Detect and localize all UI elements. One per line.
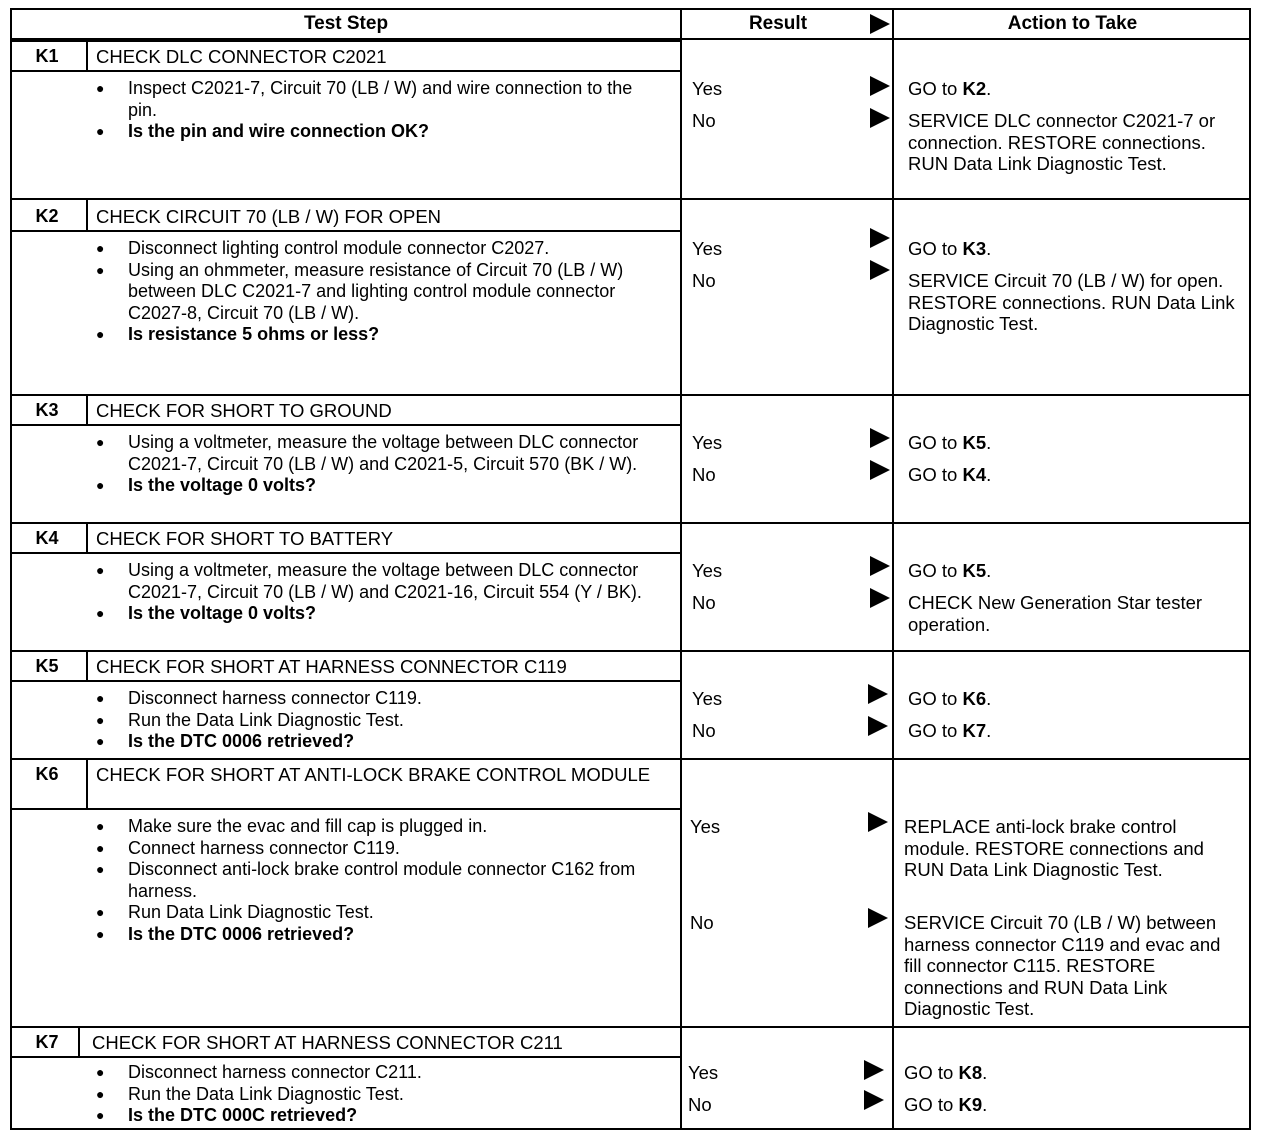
list-item: ● Disconnect harness connector C119. xyxy=(90,688,650,710)
header-result-label: Result xyxy=(748,13,808,34)
arrow-icon xyxy=(868,812,888,832)
result-yes: Yes xyxy=(692,688,723,709)
step-id: K6 xyxy=(35,764,59,784)
step-question: ● Is the pin and wire connection OK? xyxy=(90,121,650,143)
step-question: ● Is the DTC 000C retrieved? xyxy=(90,1105,650,1127)
row-divider xyxy=(12,522,1251,524)
list-item: ● Inspect C2021-7, Circuit 70 (LB / W) and wire connection to the pin. xyxy=(90,78,650,121)
id-divider xyxy=(86,652,88,682)
action-no: SERVICE Circuit 70 (LB / W) between harness connector C119 and evac and fill connector C115. RESTORE connections and RUN Data Link Diagnostic Test. xyxy=(904,912,1221,1019)
id-divider xyxy=(86,40,88,72)
diagnostic-table xyxy=(10,8,1251,1130)
step-question: ● Is the voltage 0 volts? xyxy=(90,603,650,625)
title-divider xyxy=(12,424,680,426)
action-target: K9 xyxy=(958,1094,983,1115)
id-divider xyxy=(78,1028,80,1058)
arrow-icon xyxy=(868,684,888,704)
step-title: CHECK CIRCUIT 70 (LB / W) FOR OPEN xyxy=(96,206,442,227)
step-title: CHECK FOR SHORT AT ANTI-LOCK BRAKE CONTROL MODULE xyxy=(96,764,651,785)
list-item: ● Disconnect lighting control module connector C2027. xyxy=(90,238,650,260)
result-no: No xyxy=(692,720,716,741)
result-yes: Yes xyxy=(690,816,721,837)
title-divider xyxy=(12,680,680,682)
arrow-icon xyxy=(870,428,890,448)
list-item: ● Make sure the evac and fill cap is plugged in. xyxy=(90,816,650,838)
step-instructions xyxy=(90,560,650,625)
action-text: GO to xyxy=(908,464,963,485)
action-no: SERVICE DLC connector C2021-7 or connection. RESTORE connections. RUN Data Link Diagnostic Test. xyxy=(908,110,1216,174)
list-item: ● Run the Data Link Diagnostic Test. xyxy=(90,1084,650,1106)
step-id: K1 xyxy=(35,46,59,66)
action-no: SERVICE Circuit 70 (LB / W) for open. RESTORE connections. RUN Data Link Diagnostic Test. xyxy=(908,270,1235,334)
list-item: ● Using an ohmmeter, measure resistance of Circuit 70 (LB / W) between DLC C2021-7 and lighting control module connector C2027-8, Circuit 70 (LB / W). xyxy=(90,260,650,325)
result-yes: Yes xyxy=(692,432,723,453)
id-divider xyxy=(86,396,88,426)
action-yes: GO to K8. xyxy=(904,1062,988,1083)
step-title: CHECK FOR SHORT AT HARNESS CONNECTOR C119 xyxy=(96,656,567,677)
row-divider xyxy=(12,758,1251,760)
result-no: No xyxy=(692,110,716,131)
title-divider xyxy=(12,552,680,554)
header-action: Action to Take xyxy=(894,10,1251,40)
step-id: K3 xyxy=(35,400,59,420)
step-instructions xyxy=(90,78,650,143)
result-no: No xyxy=(692,592,716,613)
step-question: ● Is resistance 5 ohms or less? xyxy=(90,324,650,346)
result-yes: Yes xyxy=(692,238,723,259)
title-divider xyxy=(12,808,680,810)
id-divider xyxy=(86,524,88,554)
action-no: GO to K4. xyxy=(908,464,992,485)
step-instructions xyxy=(90,816,650,945)
arrow-icon xyxy=(870,228,890,248)
action-text: GO to xyxy=(904,1062,959,1083)
arrow-icon xyxy=(870,460,890,480)
action-target: K2 xyxy=(962,78,987,99)
step-question: ● Is the DTC 0006 retrieved? xyxy=(90,731,650,753)
result-no: No xyxy=(692,464,716,485)
action-yes: REPLACE anti-lock brake control module. RESTORE connections and RUN Data Link Diagnostic Test. xyxy=(904,816,1204,880)
arrow-icon xyxy=(870,260,890,280)
action-text: GO to xyxy=(908,688,963,709)
row-divider xyxy=(12,1026,1251,1028)
id-divider xyxy=(86,760,88,810)
action-yes: GO to K2. xyxy=(908,78,992,99)
step-instructions xyxy=(90,238,650,346)
action-yes: GO to K5. xyxy=(908,432,992,453)
action-no: GO to K7. xyxy=(908,720,992,741)
step-title: CHECK DLC CONNECTOR C2021 xyxy=(96,46,387,67)
result-no: No xyxy=(690,912,714,933)
action-text: GO to xyxy=(908,560,963,581)
step-question: ● Is the voltage 0 volts? xyxy=(90,475,650,497)
arrow-icon xyxy=(868,908,888,928)
action-yes: GO to K5. xyxy=(908,560,992,581)
column-divider-action xyxy=(892,10,894,1130)
title-divider xyxy=(12,70,680,72)
action-target: K6 xyxy=(962,688,987,709)
step-instructions xyxy=(90,688,650,753)
list-item: ● Using a voltmeter, measure the voltage between DLC connector C2021-7, Circuit 70 (LB / W) and C2021-16, Circuit 554 (Y / BK). xyxy=(90,560,650,603)
list-item: ● Disconnect harness connector C211. xyxy=(90,1062,650,1084)
step-id: K5 xyxy=(35,656,59,676)
list-item: ● Disconnect anti-lock brake control module connector C162 from harness. xyxy=(90,859,650,902)
arrow-icon xyxy=(864,1060,884,1080)
action-target: K3 xyxy=(962,238,987,259)
arrow-icon xyxy=(870,76,890,96)
step-title: CHECK FOR SHORT TO GROUND xyxy=(96,400,392,421)
list-item: ● Run Data Link Diagnostic Test. xyxy=(90,902,650,924)
action-text: GO to xyxy=(908,238,963,259)
header-test-step: Test Step xyxy=(12,10,680,40)
result-no: No xyxy=(688,1094,712,1115)
title-divider xyxy=(12,1056,680,1058)
list-item: ● Connect harness connector C119. xyxy=(90,838,650,860)
result-yes: Yes xyxy=(692,78,723,99)
result-yes: Yes xyxy=(688,1062,719,1083)
arrow-icon xyxy=(868,716,888,736)
step-instructions xyxy=(90,432,650,497)
action-text: GO to xyxy=(904,1094,959,1115)
header-arrow-icon xyxy=(870,14,890,34)
action-no: GO to K9. xyxy=(904,1094,988,1115)
row-divider xyxy=(12,394,1251,396)
step-id: K7 xyxy=(35,1032,59,1052)
step-title: CHECK FOR SHORT AT HARNESS CONNECTOR C211 xyxy=(92,1032,563,1053)
step-id: K4 xyxy=(35,528,59,548)
arrow-icon xyxy=(870,108,890,128)
step-instructions xyxy=(90,1062,650,1127)
header-result xyxy=(682,10,894,40)
result-yes: Yes xyxy=(692,560,723,581)
row-divider xyxy=(12,650,1251,652)
title-divider xyxy=(12,230,680,232)
action-target: K5 xyxy=(962,432,987,453)
list-item: ● Run the Data Link Diagnostic Test. xyxy=(90,710,650,732)
list-item: ● Using a voltmeter, measure the voltage between DLC connector C2021-7, Circuit 70 (LB / W) and C2021-5, Circuit 570 (BK / W). xyxy=(90,432,650,475)
step-id: K2 xyxy=(35,206,59,226)
action-target: K7 xyxy=(962,720,987,741)
action-target: K8 xyxy=(958,1062,983,1083)
action-target: K5 xyxy=(962,560,987,581)
id-divider xyxy=(86,200,88,232)
arrow-icon xyxy=(864,1090,884,1110)
action-no: CHECK New Generation Star tester operation. xyxy=(908,592,1203,635)
column-divider-result xyxy=(680,10,682,1130)
step-title: CHECK FOR SHORT TO BATTERY xyxy=(96,528,394,549)
action-text: GO to xyxy=(908,432,963,453)
result-no: No xyxy=(692,270,716,291)
arrow-icon xyxy=(870,556,890,576)
action-yes: GO to K3. xyxy=(908,238,992,259)
action-text: GO to xyxy=(908,78,963,99)
row-divider xyxy=(12,40,680,42)
action-yes: GO to K6. xyxy=(908,688,992,709)
step-question: ● Is the DTC 0006 retrieved? xyxy=(90,924,650,946)
row-divider xyxy=(12,198,1251,200)
action-target: K4 xyxy=(962,464,987,485)
action-text: GO to xyxy=(908,720,963,741)
arrow-icon xyxy=(870,588,890,608)
